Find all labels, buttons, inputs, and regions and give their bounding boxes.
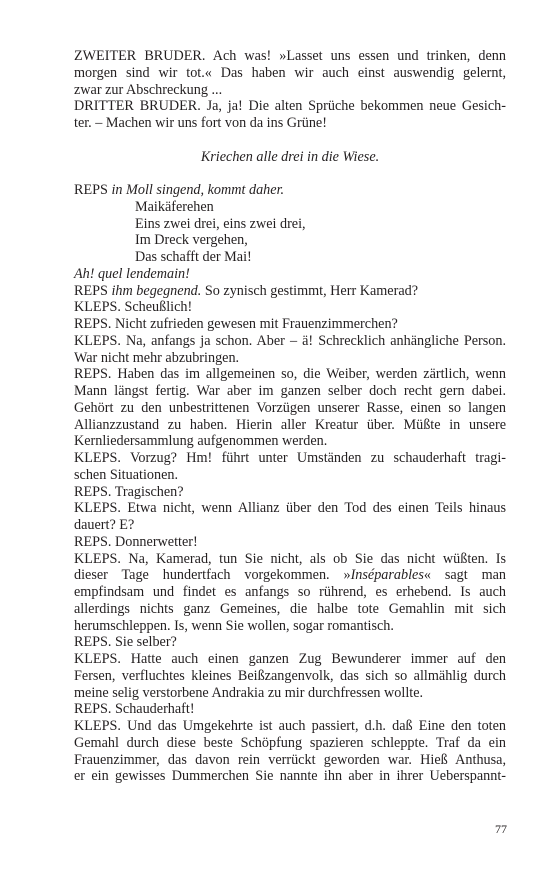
text-segment: KLEPS. Na, anfangs ja schon. Aber – ä! Schrecklich anhängliche Person. xyxy=(74,332,506,349)
text-line xyxy=(74,115,506,132)
text-line xyxy=(74,567,506,584)
text-line xyxy=(74,82,506,99)
blank-line xyxy=(74,165,506,182)
text-segment: REPS xyxy=(74,182,112,198)
text-line xyxy=(74,266,506,283)
text-segment: Maikäferehen xyxy=(135,198,214,215)
text-segment: Gemahl durch diese beste Schöpfung spazieren schleppte. Traf da ein xyxy=(74,734,506,751)
text-line xyxy=(74,584,506,601)
text-segment: KLEPS. Etwa nicht, wenn Allianz über den Tod des einen Teils hinaus xyxy=(74,500,506,517)
verse-line xyxy=(74,249,506,266)
text-segment: allerdings nichts ganz Gemeines, die halbe tote Gemahlin mit sich xyxy=(74,600,506,617)
text-line xyxy=(74,601,506,618)
text-line xyxy=(74,668,506,685)
text-segment: Kernliedersammlung aufgenommen werden. xyxy=(74,433,328,450)
text-line xyxy=(74,316,506,333)
text-segment: Fersen, verfluchtes kleines Beißzangenvolk, das sich so allmählig durch xyxy=(74,667,506,684)
text-segment: Allianzzustand zu haben. Hierin aller Kreatur über. Müßte in unsere xyxy=(74,416,506,433)
text-line xyxy=(74,500,506,517)
text-segment: Das schafft der Mai! xyxy=(135,249,252,265)
verse-line xyxy=(74,216,506,233)
text-segment: DRITTER BRUDER. Ja, ja! Die alten Sprüche bekommen neue Gesich- xyxy=(74,98,506,115)
text-segment: Frauenzimmer, das davon rein verrückt geworden war. Hieß Anthusa, xyxy=(74,751,506,768)
text-segment: schen Situationen. xyxy=(74,466,179,483)
text-segment: Mann längst fertig. War aber im ganzen selber doch recht gern dabei. xyxy=(74,383,506,399)
text-line xyxy=(74,651,506,668)
text-segment: Im Dreck vergehen, xyxy=(135,232,248,249)
text-line xyxy=(74,752,506,769)
text-line xyxy=(74,768,506,785)
text-line xyxy=(74,517,506,534)
italic-text: Kriechen alle drei in die Wiese. xyxy=(200,148,380,165)
text-line xyxy=(74,383,506,400)
text-segment: REPS xyxy=(74,282,112,299)
verse-line xyxy=(74,199,506,216)
text-line xyxy=(74,182,506,199)
text-segment: KLEPS. Na, Kamerad, tun Sie nicht, als ob Sie das nicht wüßten. Is xyxy=(74,550,506,567)
text-line xyxy=(74,400,506,417)
text-line xyxy=(74,366,506,383)
verse-line xyxy=(74,232,506,249)
text-line xyxy=(74,417,506,434)
text-line xyxy=(74,685,506,702)
text-segment: er ein gewisses Dummerchen Sie nannte ihn aber in ihrer Ueberspannt- xyxy=(74,768,506,785)
text-segment: « sagt man xyxy=(423,567,506,584)
text-line xyxy=(74,718,506,735)
text-segment: empfindsam und findet es anfangs so rührend, es erhebend. Is auch xyxy=(74,584,506,600)
text-segment: ZWEITER BRUDER. Ach was! »Lasset uns essen und trinken, denn xyxy=(74,48,506,64)
text-line xyxy=(74,551,506,568)
text-line xyxy=(74,333,506,350)
text-line xyxy=(74,299,506,316)
text-segment: KLEPS. Vorzug? Hm! führt unter Umständen zu schauderhaft tragi- xyxy=(74,450,506,466)
text-line xyxy=(74,350,506,367)
text-segment: REPS. Haben das im allgemeinen so, die Weiber, werden zärtlich, wenn xyxy=(74,366,506,383)
text-segment: So zynisch gestimmt, Herr Kamerad? xyxy=(201,282,419,299)
text-segment: morgen sind wir tot.« Das haben wir auch einst auswendig gelernt, xyxy=(74,64,506,81)
text-segment: Gehört zu den unbestrittenen Vorzügen unserer Rasse, einen so langen xyxy=(74,399,506,416)
text-line xyxy=(74,484,506,501)
text-segment: REPS. Donnerwetter! xyxy=(74,533,198,550)
text-segment: KLEPS. Hatte auch einen ganzen Zug Bewunderer immer auf den xyxy=(74,651,506,667)
text-segment: KLEPS. Und das Umgekehrte ist auch passiert, d.h. daß Eine den toten xyxy=(74,718,506,734)
italic-text: Ah! quel lendemain! xyxy=(74,265,190,282)
text-line xyxy=(74,450,506,467)
text-segment: REPS. Sie selber? xyxy=(74,634,177,651)
text-segment: War nicht mehr abzubringen. xyxy=(74,349,240,366)
page-text xyxy=(74,48,506,785)
text-line xyxy=(74,467,506,484)
text-segment: ter. – Machen wir uns fort von da ins Grüne! xyxy=(74,115,327,131)
stage-direction xyxy=(74,149,506,166)
italic-text: in Moll singend, kommt daher. xyxy=(111,182,285,198)
text-segment: dauert? E? xyxy=(74,517,135,533)
text-segment: dieser Tage hundertfach vorgekommen. » xyxy=(74,567,351,584)
text-line xyxy=(74,433,506,450)
text-line xyxy=(74,735,506,752)
text-line xyxy=(74,534,506,551)
text-segment: meine selig verstorbene Andrakia zu mir durchfressen wollte. xyxy=(74,684,424,701)
blank-line xyxy=(74,132,506,149)
text-segment: REPS. Schauderhaft! xyxy=(74,701,195,718)
text-line xyxy=(74,701,506,718)
text-line xyxy=(74,634,506,651)
text-line xyxy=(74,98,506,115)
text-segment: zwar zur Abschreckung ... xyxy=(74,81,223,98)
text-segment: REPS. Nicht zufrieden gewesen mit Frauenzimmerchen? xyxy=(74,316,398,332)
text-line xyxy=(74,48,506,65)
italic-text: Inséparables xyxy=(350,567,424,584)
page-number: 77 xyxy=(495,822,507,836)
text-line xyxy=(74,65,506,82)
text-line xyxy=(74,618,506,635)
text-line xyxy=(74,283,506,300)
text-segment: REPS. Tragischen? xyxy=(74,483,184,500)
text-segment: KLEPS. Scheußlich! xyxy=(74,299,193,316)
italic-text: ihm begegnend. xyxy=(111,282,202,299)
text-segment: Eins zwei drei, eins zwei drei, xyxy=(135,215,306,232)
text-segment: herumschleppen. Is, wenn Sie wollen, sogar romantisch. xyxy=(74,617,394,634)
